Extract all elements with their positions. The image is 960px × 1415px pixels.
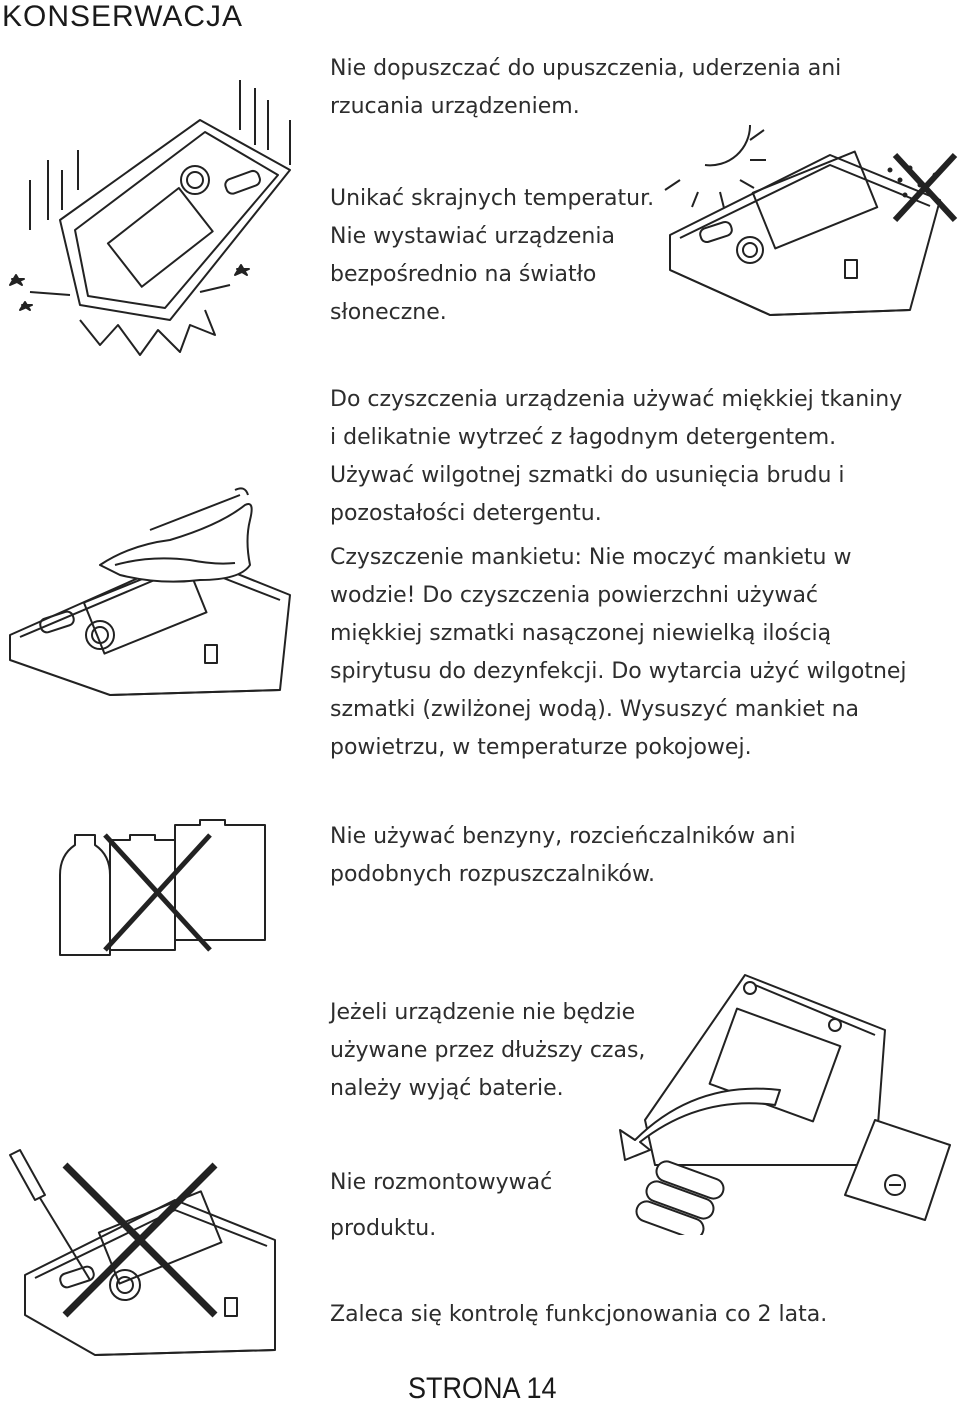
battery-removal-icon — [605, 970, 960, 1235]
text-battery-removal: Jeżeli urządzenie nie będzie używane przez dłuższy czas, należy wyjąć baterie. — [330, 1000, 646, 1101]
text-temperature-warning: Unikać skrajnych temperatur. Nie wystawiać urządzenia bezpośrednio na światło słoneczne. — [330, 186, 655, 325]
text-drop-warning: Nie dopuszczać do upuszczenia, uderzenia ani rzucania urządzeniem. — [330, 56, 842, 119]
crossed-screwdriver-device-icon — [5, 1140, 315, 1360]
text-inspection-interval: Zaleca się kontrolę funkcjonowania co 2 lata. — [330, 1302, 828, 1327]
page-number: STRONA 14 — [408, 1372, 557, 1405]
crossed-solvent-bottles-icon — [50, 815, 275, 960]
text-cleaning-instructions: Do czyszczenia urządzenia używać miękkiej tkaniny i delikatnie wytrzeć z łagodnym detergentem. Używać wilgotnej szmatki do usunięcia brudu i pozostałości detergentu. — [330, 387, 903, 526]
text-no-disassembly: Nie rozmontowywać produktu. — [330, 1170, 553, 1241]
text-cuff-cleaning: Czyszczenie mankietu: Nie moczyć mankietu w wodzie! Do czyszczenia powierzchni używać miękkiej szmatki nasączonej niewielką ilością spirytusu do dezynfekcji. Do wytarcia użyć wilgotnej szmatki (zwilżonej wodą). Wysuszyć mankiet na powietrzu, w temperaturze pokojowej. — [330, 545, 907, 760]
page-title: KONSERWACJA — [2, 0, 244, 33]
text-solvents-warning: Nie używać benzyny, rozcieńczalników ani podobnych rozpuszczalników. — [330, 824, 796, 887]
dropped-device-icon — [0, 70, 320, 360]
sun-heat-device-icon — [650, 110, 960, 330]
wiping-cloth-device-icon — [0, 485, 320, 710]
